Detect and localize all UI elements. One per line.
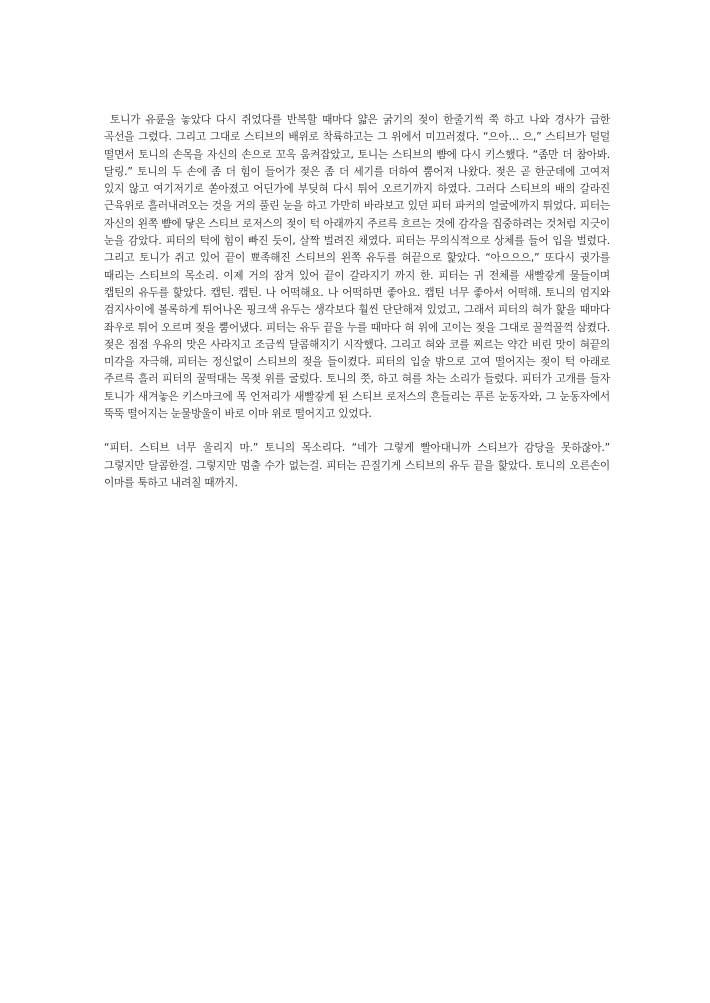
paragraph-1: 토니가 유륜을 놓았다 다시 쥐었다를 반복할 때마다 얇은 굵기의 젖이 한줄기씩 쭉 하고 나와 경사가 급한 곡선을 그렸다. 그리고 그대로 스티브의 배위로 착륙하고는 그 위에서 미끄러졌다. “으아… 으,” 스티브가 덜덜 떨면서 토니의 손목을 자신의 손으로 꼬옥 움켜잡았고, 토니는 스티브의 뺨에 다시 키스했다. “좀만 더 참아봐. 달링.” 토니의 두 손에 좀 더 힘이 들어가 젖은 좀 더 세기를 더하여 뿜어져 나왔다. 젖은 곧 한군데에 고여져 있지 않고 여기저기로 쏟아졌고 어딘가에 부딪혀 다시 튀어 오르기까지 하였다. 그러다 스티브의 배의 갈라진 근육위로 흘러내려오는 것을 거의 풀린 눈을 하고 가만히 바라보고 있던 피터 파커의 얼굴에까지 튀었다. 피터는 자신의 왼쪽 뺨에 닿은 스티브 로저스의 젖이 턱 아래까지 주르륵 흐르는 것에 감각을 집중하려는 것처럼 지긋이 눈을 감았다. 피터의 턱에 힘이 빠진 듯이, 살짝 벌려진 채였다. 피터는 무의식적으로 상체를 들어 입을 벌렸다. 그리고 토니가 쥐고 있어 끝이 뾰족해진 스티브의 왼쪽 유두를 혀끝으로 핥았다. “아으으으,” 또다시 귓가를 때리는 스티브의 목소리. 이제 거의 잠겨 있어 끝이 갈라지기 까지 한. 피터는 귀 전체를 새빨갛게 물들이며 캡틴의 유두를 핥았다. 캡틴. 캡틴. 나 어떡해요. 나 어떡하면 좋아요. 캡틴 너무 좋아서 어떡해. 토니의 엄지와 검지사이에 볼록하게 튀어나온 핑크색 유두는 생각보다 훨씬 단단해져 있었고, 그래서 피터의 혀가 핥을 때마다 좌우로 튀어 오르며 젖을 뿜어냈다. 피터는 유두 끝을 누를 때마다 혀 위에 고이는 젖을 그대로 꿀꺽꿀꺽 삼켰다. 젖은 점점 우유의 맛은 사라지고 조금씩 달콤해지기 시작했다. 그리고 혀와 코를 찌르는 약간 비린 맛이 혀끝의 미각을 자극해, 피터는 정신없이 스티브의 젖을 들이켰다. 피터의 입술 밖으로 고여 떨어지는 젖이 턱 아래로 주르륵 흘러 피터의 꿀떡대는 목젖 위를 굴렀다. 토니의 쯧, 하고 혀를 차는 소리가 들렸다. 피터가 고개를 들자 토니가 새겨놓은 키스마크에 목 언저리가 새빨갛게 된 스티브 로저스의 흔들리는 푸른 눈동자와, 그 눈동자에서 뚝뚝 떨어지는 눈물방울이 바로 이마 위로 떨어지고 있었다. bbox=[104, 114, 610, 421]
document-body bbox=[104, 112, 610, 492]
paragraph-2: “피터. 스티브 너무 울리지 마.” 토니의 목소리다. “네가 그렇게 빨아대니까 스티브가 감당을 못하잖아.” 그렇지만 달콤한걸. 그렇지만 멈출 수가 없는걸. 피터는 끈질기게 스티브의 유두 끝을 핥았다. 토니의 오른손이 이마를 툭하고 내려칠 때까지. bbox=[104, 442, 610, 489]
